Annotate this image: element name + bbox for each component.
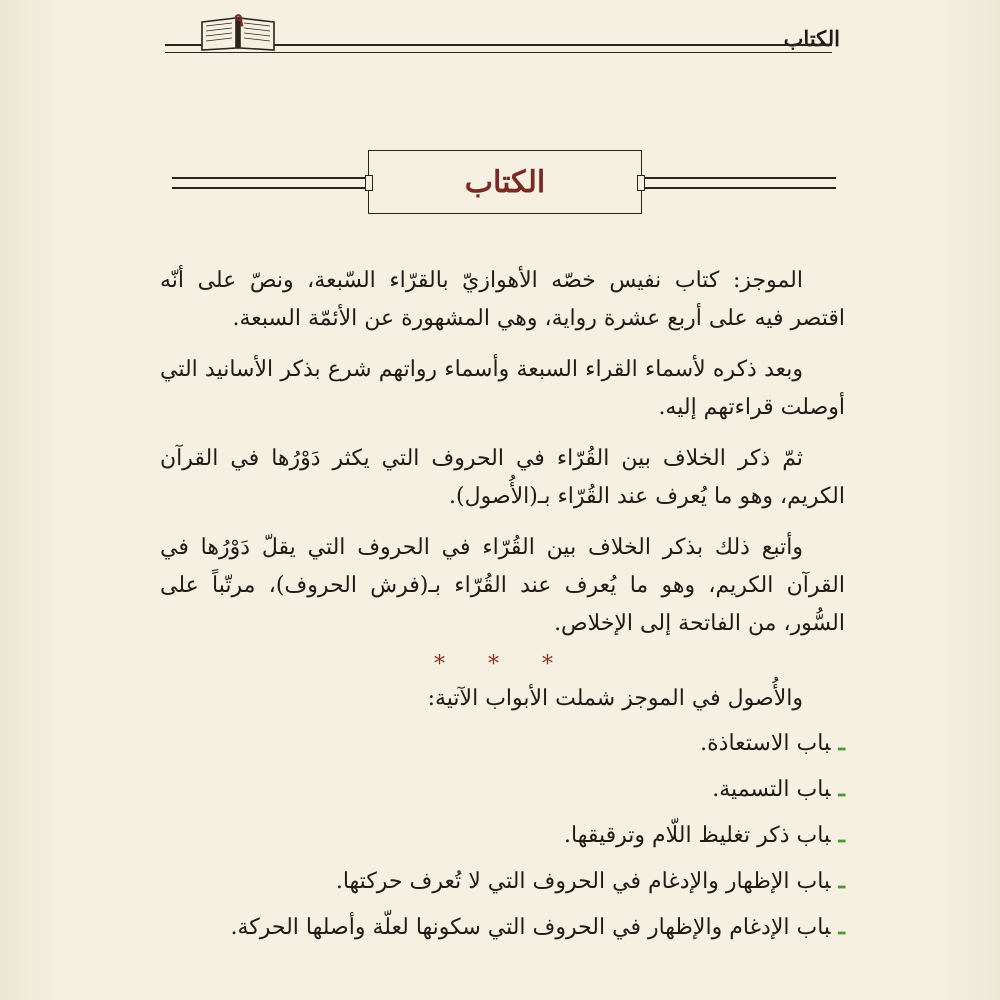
list-intro: والأُصول في الموجز شملت الأبواب الآتية: — [427, 686, 803, 711]
page-number: ٩ — [234, 10, 244, 31]
paragraph-2: وبعد ذكره لأسماء القراء السبعة وأسماء رواتهم شرع بذكر الأسانيد التي أوصلت قراءتهم إليه. — [160, 357, 845, 420]
bullet-dash: ـ — [838, 822, 845, 848]
section-separator: * * * — [434, 652, 571, 677]
title-box-left-cap — [365, 175, 373, 191]
list-item — [160, 908, 845, 947]
list-item-text: باب الإظهار والإدغام في الحروف التي لا تُعرف حركتها. — [335, 869, 831, 894]
chapter-title-box — [368, 150, 642, 214]
list-item-text: باب ذكر تغليظ اللّام وترقيقها. — [564, 823, 831, 848]
bullet-dash: ـ — [838, 730, 845, 756]
chapter-list — [160, 724, 845, 947]
list-item — [160, 770, 845, 809]
bullet-dash: ـ — [838, 868, 845, 894]
title-rule-right — [640, 177, 836, 189]
title-rule-left — [172, 177, 368, 189]
list-item-text: باب الاستعاذة. — [700, 731, 831, 756]
title-box-right-cap — [637, 175, 645, 191]
running-header: الكتاب — [783, 26, 840, 51]
list-item-text: باب التسمية. — [712, 777, 831, 802]
bullet-dash: ـ — [838, 776, 845, 802]
chapter-title: الكتاب — [464, 164, 546, 200]
paragraph-3: ثمّ ذكر الخلاف بين القُرّاء في الحروف التي يكثر دَوْرُها في القرآن الكريم، وهو ما يُعرف عند القُرّاء بـ(الأُصول). — [160, 446, 845, 509]
body-text — [160, 262, 845, 954]
bullet-dash: ـ — [838, 914, 845, 940]
paragraph-1: الموجز: كتاب نفيس خصّه الأهوازيّ بالقرّاء السّبعة، ونصّ على أنّه اقتصر فيه على أربع عشرة رواية، وهي المشهورة عن الأئمّة السبعة. — [160, 268, 845, 331]
list-item — [160, 724, 845, 763]
list-item-text: باب الإدغام والإظهار في الحروف التي سكونها لعلّة وأصلها الحركة. — [230, 915, 831, 940]
list-item — [160, 816, 845, 855]
paragraph-4: وأتبع ذلك بذكر الخلاف بين القُرّاء في الحروف التي يقلّ دَوْرُها في القرآن الكريم، وهو ما يُعرف عند القُرّاء بـ(فرش الحروف)، مرتّباً على السُّور، من الفاتحة إلى الإخلاص. — [160, 535, 845, 636]
list-item — [160, 862, 845, 901]
